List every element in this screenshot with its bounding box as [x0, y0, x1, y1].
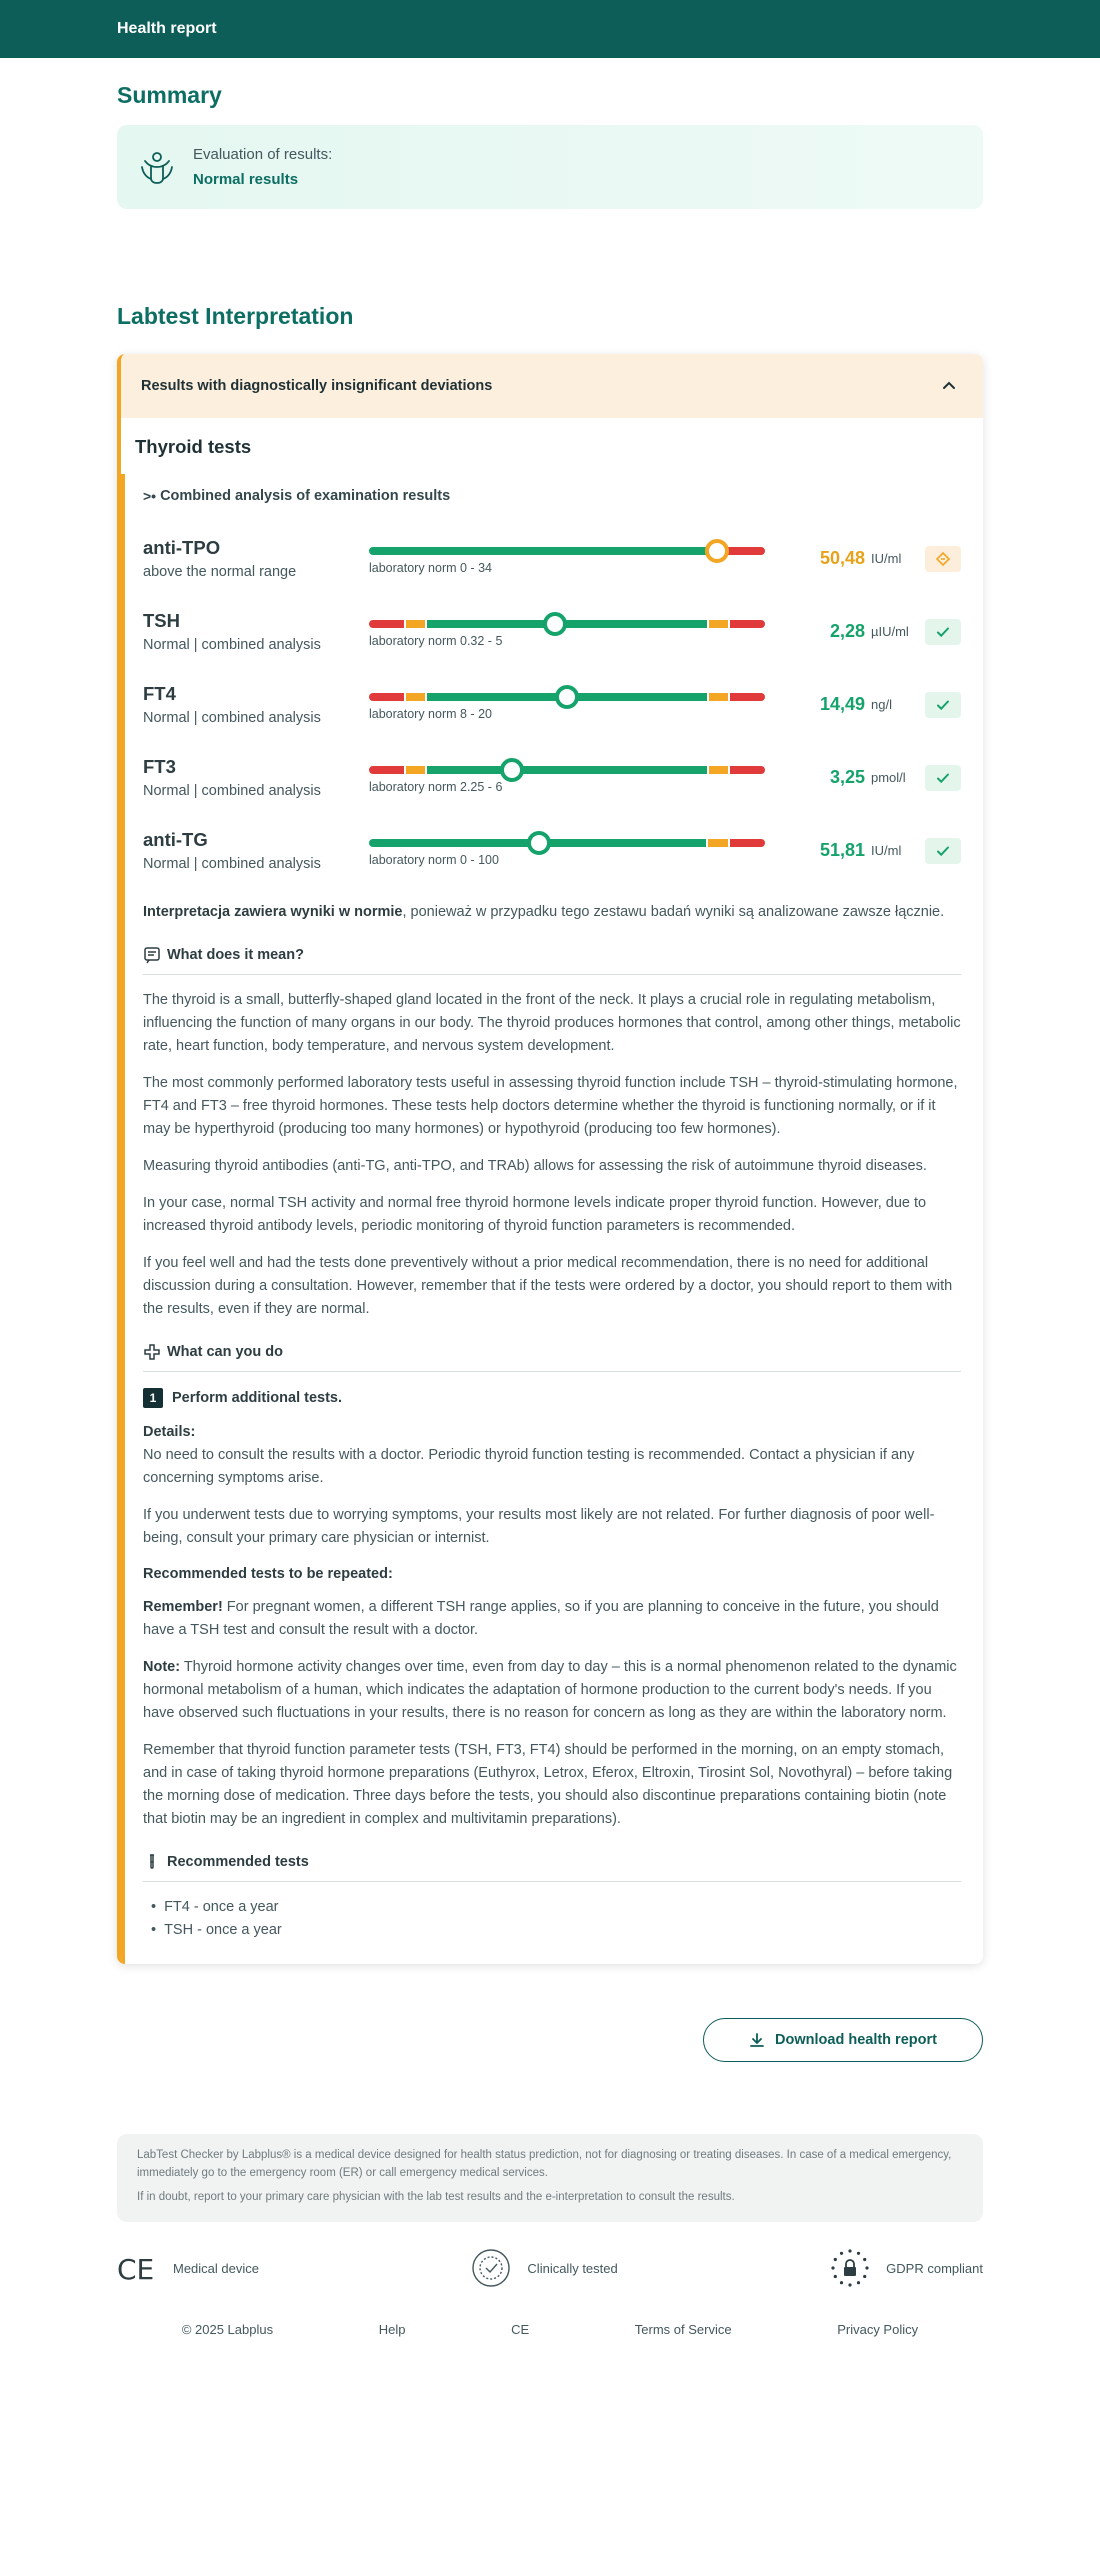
test-value: 50,48 [819, 548, 865, 568]
test-name-block [143, 610, 369, 653]
top-bar [0, 0, 1100, 58]
test-name: TSH [143, 610, 180, 631]
interpretation-title: Labtest Interpretation [117, 303, 354, 329]
range-segment [369, 693, 404, 701]
test-unit: pmol/l [871, 770, 906, 785]
test-value-block [830, 619, 961, 645]
test-results-list [143, 522, 961, 887]
warning-badge [925, 546, 961, 572]
plus-cross-icon [143, 1343, 161, 1361]
recommended-title: Recommended tests [167, 1854, 309, 1870]
ok-badge [925, 765, 961, 791]
group-title: Thyroid tests [135, 436, 252, 457]
test-name: FT4 [143, 683, 176, 704]
todo-title: What can you do [167, 1344, 283, 1360]
remember-rest: For pregnant women, a different TSH range applies, so if you are planning to conceive in the future, you should have a TSH test and consult the result with a doctor. [143, 1599, 939, 1638]
main-content [117, 82, 983, 2377]
footer-terms-link[interactable]: Terms of Service [634, 2322, 732, 2337]
test-name: anti-TG [143, 829, 208, 850]
summary-value: Normal results [193, 171, 299, 188]
combine-icon: >• [143, 488, 157, 504]
download-area [117, 2018, 983, 2062]
panel-header[interactable] [121, 354, 983, 418]
lab-norm: laboratory norm 0 - 100 [369, 852, 499, 867]
note-rest: Thyroid hormone activity changes over time, even from day to day – this is a normal phenomenon related to the dynamic hormonal metabolism of a human, which indicates the adaptation of hormone production to the current body's needs. If you have observed such fluctuations in your results, there is no reason for concern as long as they are within the laboratory norm. [143, 1659, 957, 1721]
test-name-block [143, 683, 369, 726]
test-value-block [830, 765, 961, 791]
health-person-icon [137, 147, 177, 187]
test-row [143, 522, 961, 595]
clinically-tested-label: Clinically tested [527, 2260, 618, 2276]
range-segment [406, 766, 425, 774]
preparation-text: Remember that thyroid function parameter tests (TSH, FT3, FT4) should be performed in the morning, on an empty stomach, and in case of taking thyroid hormone preparations (Euthyrox, Letrox, Eferox, Eltroxin, Tirosint Sol, Novothyral) – before taking the morning dose of medication. Three days before the tests, you should also discontinue preparations containing biotin (note that biotin may be an ingredient in complex and multivitamin preparations). [143, 1742, 953, 1827]
panel-title: Results with diagnostically insignificant deviations [141, 378, 493, 394]
check-icon [935, 624, 951, 640]
footer-privacy-link[interactable]: Privacy Policy [837, 2322, 919, 2337]
range-bar [369, 758, 765, 798]
gdpr-label: GDPR compliant [886, 2260, 983, 2276]
recommended-heading [143, 1853, 961, 1882]
symptoms-text: If you underwent tests due to worrying symptoms, your results most likely are not related. For further diagnosis of poor well-being, consult your primary care physician or internist. [143, 1507, 935, 1546]
recommended-item: • FT4 - once a year [151, 1896, 961, 1919]
test-unit: ng/l [871, 697, 892, 712]
step-title: Perform additional tests. [172, 1390, 343, 1406]
range-marker [555, 685, 579, 709]
range-segment [709, 766, 728, 774]
interpretation-panel [117, 354, 983, 1964]
range-marker [527, 831, 551, 855]
note-bold: Note: [143, 1659, 181, 1675]
test-name-block [143, 829, 369, 872]
clinical-seal-icon [471, 2248, 511, 2288]
test-value: 14,49 [819, 694, 865, 714]
app-title: Health report [117, 20, 217, 37]
recommended-item: • TSH - once a year [151, 1919, 961, 1942]
range-segment [369, 547, 716, 555]
warning-diamond-icon [935, 551, 951, 567]
range-segment [406, 620, 425, 628]
ok-badge [925, 619, 961, 645]
disclaimer-text: LabTest Checker by Labplus® is a medical device designed for health status prediction, not for diagnosing or treating diseases. In case of a medical emergency, immediately go to the emergency room (ER) or call emergency medical services. [137, 2149, 952, 2179]
test-name: anti-TPO [143, 537, 221, 558]
details-text: No need to consult the results with a doctor. Periodic thyroid function testing is recommended. Contact a physician if any concerning symptoms arise. [143, 1447, 915, 1486]
ok-badge [925, 692, 961, 718]
step-number: 1 [143, 1388, 163, 1408]
range-segment [708, 839, 728, 847]
range-segment [709, 620, 728, 628]
range-track [369, 766, 765, 774]
lab-norm: laboratory norm 8 - 20 [369, 706, 492, 721]
test-tube-icon [143, 1853, 161, 1871]
combined-note-rest: , ponieważ w przypadku tego zestawu badań wyniki są analizowane zawsze łącznie. [402, 904, 945, 920]
test-row [143, 741, 961, 814]
test-row [143, 595, 961, 668]
test-row [143, 814, 961, 887]
test-row [143, 668, 961, 741]
download-label: Download health report [775, 2032, 937, 2048]
range-bar [369, 685, 765, 725]
test-value: 2,28 [829, 621, 865, 641]
disclaimer-box [117, 2134, 983, 2222]
download-report-button[interactable] [703, 2018, 983, 2062]
test-name: FT3 [143, 756, 176, 777]
range-bar [369, 831, 765, 871]
range-bar [369, 539, 765, 579]
combined-analysis-heading [143, 474, 961, 522]
range-segment [427, 766, 706, 774]
ce-mark-icon [117, 2253, 157, 2283]
meaning-heading [143, 946, 961, 975]
range-segment [709, 693, 728, 701]
range-segment [369, 766, 404, 774]
range-segment [730, 693, 765, 701]
range-marker [500, 758, 524, 782]
range-segment [730, 766, 765, 774]
summary-label: Evaluation of results: [193, 146, 333, 163]
test-status: Normal | combined analysis [143, 637, 321, 653]
summary-card [117, 125, 983, 209]
step-heading [143, 1388, 961, 1408]
range-segment [369, 620, 404, 628]
remember-bold: Remember! [143, 1599, 223, 1615]
test-value-block [820, 546, 961, 572]
check-icon [935, 697, 951, 713]
footer-copyright: © 2025 Labplus [181, 2322, 274, 2337]
meaning-paragraph: The thyroid is a small, butterfly-shaped gland located in the front of the neck. It plays a crucial role in regulating metabolism, influencing the function of many organs in our body. The thyroid produces hormones that control, among other things, metabolic rate, heart function, body temperature, and nervous system development. [143, 992, 961, 1054]
test-status: Normal | combined analysis [143, 856, 321, 872]
range-track [369, 839, 765, 847]
ok-badge [925, 838, 961, 864]
meaning-paragraph: In your case, normal TSH activity and normal free thyroid hormone levels indicate proper thyroid function. However, due to increased thyroid antibody levels, periodic monitoring of thyroid function parameters is recommended. [143, 1195, 927, 1234]
test-status: Normal | combined analysis [143, 710, 321, 726]
meaning-title: What does it mean? [167, 947, 304, 963]
gdpr-lock-icon [830, 2248, 870, 2288]
recommended-list [143, 1896, 961, 1942]
lab-norm: laboratory norm 2.25 - 6 [369, 779, 503, 794]
check-icon [935, 843, 951, 859]
meaning-paragraph: The most commonly performed laboratory tests useful in assessing thyroid function include TSH – thyroid-stimulating hormone, FT4 and FT3 – free thyroid hormones. These tests help doctors determine whether the thyroid is functioning normally, or if it may be hyperthyroid (producing too many hormones) or hypothyroid (producing too few hormones). [143, 1075, 958, 1137]
test-unit: IU/ml [871, 551, 902, 566]
test-value-block [820, 692, 961, 718]
download-icon [749, 2032, 765, 2048]
medical-device-badge [117, 2253, 259, 2283]
summary-title: Summary [117, 82, 222, 108]
meaning-paragraph: Measuring thyroid antibodies (anti-TG, anti-TPO, and TRAb) allows for assessing the risk of autoimmune thyroid diseases. [143, 1158, 927, 1174]
test-value: 3,25 [829, 767, 865, 787]
combined-label: Combined analysis of examination results [160, 488, 451, 504]
test-unit: µIU/ml [871, 624, 909, 639]
range-segment [730, 620, 765, 628]
gdpr-badge [830, 2248, 983, 2288]
combined-note [143, 901, 961, 924]
range-bar [369, 612, 765, 652]
certification-badges [117, 2248, 983, 2288]
test-unit: IU/ml [871, 843, 902, 858]
meaning-paragraph: If you feel well and had the tests done preventively without a prior medical recommendation, there is no need for additional discussion during a consultation. However, remember that if the tests were ordered by a doctor, you should report to them with the results, even if they are normal. [143, 1255, 953, 1317]
chevron-up-icon[interactable] [941, 378, 957, 394]
combined-note-bold: Interpretacja zawiera wyniki w normie [143, 904, 403, 920]
todo-heading [143, 1343, 961, 1372]
test-status: above the normal range [143, 564, 297, 580]
medical-device-label: Medical device [173, 2260, 259, 2276]
remember-text [143, 1596, 961, 1642]
ce-mark-text: CE [117, 2253, 155, 2283]
lab-norm: laboratory norm 0.32 - 5 [369, 633, 503, 648]
range-segment [406, 693, 425, 701]
range-marker [543, 612, 567, 636]
range-marker [705, 539, 729, 563]
test-name-block [143, 537, 369, 580]
test-name-block [143, 756, 369, 799]
lab-norm: laboratory norm 0 - 34 [369, 560, 492, 575]
range-segment [730, 839, 765, 847]
check-icon [935, 770, 951, 786]
disclaimer-text: If in doubt, report to your primary care physician with the lab test results and the e-interpretation to consult the results. [137, 2191, 735, 2203]
repeat-label: Recommended tests to be repeated: [143, 1566, 393, 1582]
test-status: Normal | combined analysis [143, 783, 321, 799]
footer [117, 2322, 983, 2377]
note-text [143, 1656, 961, 1725]
group-body [121, 474, 983, 1964]
footer-help-link[interactable]: Help [378, 2322, 406, 2337]
test-value-block [820, 838, 961, 864]
details-label: Details: [143, 1424, 196, 1440]
note-icon [143, 946, 161, 964]
footer-ce-link[interactable]: CE [511, 2322, 530, 2337]
test-value: 51,81 [819, 840, 865, 860]
clinically-tested-badge [471, 2248, 617, 2288]
